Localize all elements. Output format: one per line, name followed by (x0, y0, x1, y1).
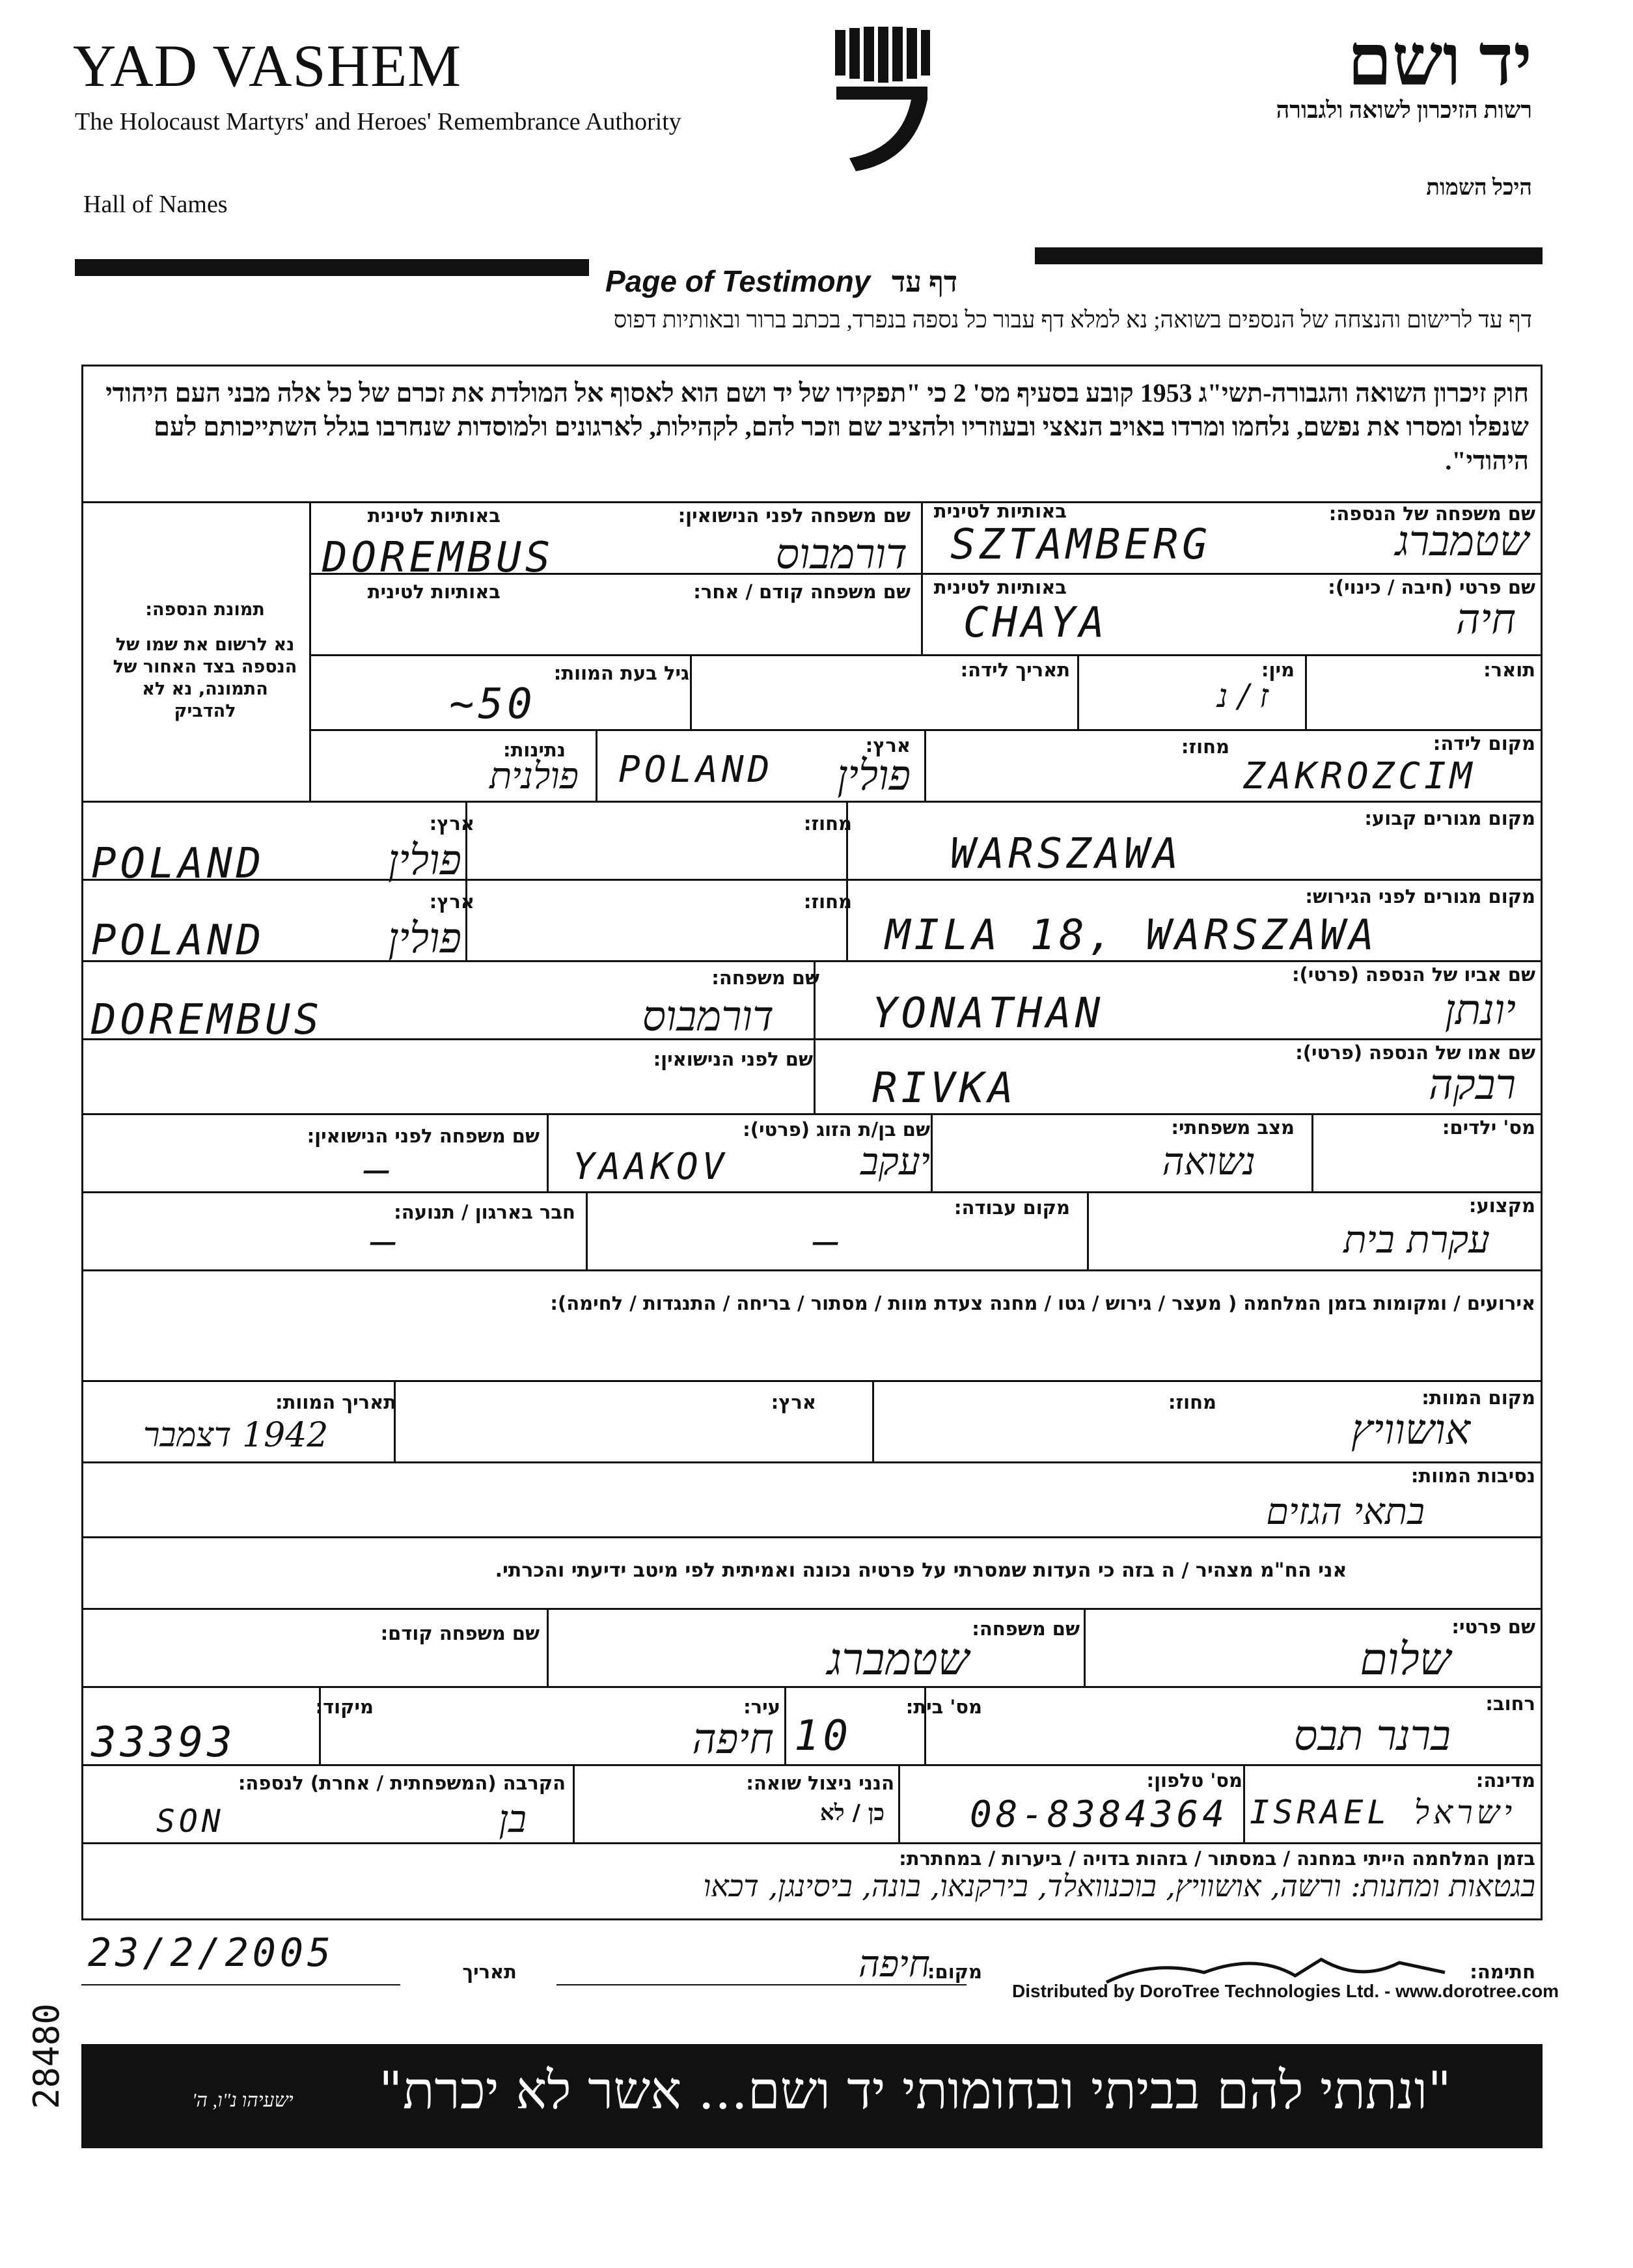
label-signature: חתימה: (1470, 1961, 1535, 1983)
form-title-he: דף עד (892, 266, 958, 298)
value-mother-latin: RIVKA (872, 1064, 1017, 1113)
label-submitter-family: שם משפחה: (972, 1618, 1080, 1640)
label-first-name: שם פרטי (חיבה / כינוי): (1328, 576, 1535, 598)
org-name-en: YAD VASHEM (73, 33, 462, 99)
label-profession: מקצוע: (1468, 1195, 1535, 1217)
value-survivor: כן / לא (819, 1800, 885, 1826)
label-birth-country: ארץ: (865, 734, 911, 756)
distributed-by: Distributed by DoroTree Technologies Ltd. - www.dorotree.com (1012, 1981, 1559, 2001)
yad-vashem-logo-icon (830, 25, 934, 174)
value-street: ברנר תבס (1293, 1712, 1451, 1760)
label-gender: מין: (1261, 659, 1295, 681)
value-birth-place: ZAKROZCIM (1243, 755, 1476, 797)
label-state: מדינה: (1475, 1769, 1535, 1791)
label-place: מקום: (927, 1961, 982, 1983)
value-maiden-latin: DOREMBUS (322, 534, 555, 582)
value-spouse-maiden: — (364, 1146, 394, 1194)
value-submitter-first: שלום (1360, 1634, 1451, 1685)
photo-box-title: תמונת הנספה: (145, 600, 265, 620)
label-perm-region: מחוז: (803, 812, 852, 835)
label-before-marriage: שם לפני הנישואין: (653, 1048, 813, 1070)
label-birth-place: מקום לידה: (1433, 732, 1535, 754)
label-father-name: שם אביו של הנספה (פרטי): (1291, 963, 1535, 986)
value-age-at-death: ~50 (449, 680, 536, 728)
label-relation: הקרבה (המשפחתית / אחרת) לנספה: (238, 1772, 566, 1794)
value-city: חיפה (692, 1715, 774, 1763)
hall-of-names-en: Hall of Names (83, 191, 228, 218)
label-death-cause: נסיבות המוות: (1410, 1465, 1535, 1487)
label-surname: שם משפחה של הנספה: (1328, 503, 1535, 525)
value-workplace: — (814, 1217, 843, 1265)
form-instructions: דף עד לרישום והנצחה של הנספים בשואה; נא למלא דף עבור כל נספה בנפרד, בכתב ברור ובאותיות דפוס (613, 307, 1532, 333)
header-bar-left (75, 259, 589, 276)
value-state: ISRAEL ישראל (1250, 1793, 1516, 1831)
value-relation-latin: SON (156, 1803, 225, 1840)
label-title: תואר: (1483, 659, 1535, 681)
label-birth-region: מחוז: (1181, 736, 1229, 758)
label-maiden-latin: באותיות לטינית (367, 505, 501, 527)
value-maiden-he: דורמבוס (775, 531, 907, 579)
value-birth-country-he: פולין (837, 752, 911, 800)
label-city: עיר: (743, 1696, 780, 1718)
label-death-country: ארץ: (771, 1391, 816, 1413)
label-spouse-name: שם בן/ת הזוג (פרטי): (743, 1118, 930, 1141)
label-death-date: תאריך המוות: (275, 1391, 396, 1413)
side-record-number: 28480 (26, 2003, 67, 2109)
value-relation-he: בן (499, 1797, 527, 1841)
value-father-family-latin: DOREMBUS (91, 996, 323, 1044)
label-house-no: מס' בית: (905, 1696, 982, 1718)
value-surname-latin: SZTAMBERG (950, 521, 1211, 569)
header-bar-right (1035, 247, 1543, 264)
label-mother-name: שם אמו של הנספה (פרטי): (1295, 1042, 1535, 1064)
value-house-no: 10 (794, 1712, 853, 1760)
value-birth-country: POLAND (618, 749, 774, 791)
label-father-family: שם משפחה: (711, 967, 819, 989)
value-death-date: 1942 דצמבר (143, 1416, 329, 1455)
value-father-family-he: דורמבוס (642, 993, 774, 1041)
hall-of-names-he: היכל השמות (1426, 176, 1532, 200)
value-submitter-family: שטמברג (827, 1634, 969, 1685)
label-perm-residence: מקום מגורים קבוע: (1364, 807, 1535, 829)
value-gender: ז / נ (1217, 677, 1269, 715)
label-war-location: בזמן המלחמה הייתי במחנה / במסתור / בזהות בדויה / ביערות / במחתרת: (899, 1847, 1535, 1870)
value-perm-residence: WARSZAWA (950, 830, 1183, 878)
value-first-he: חיה (1455, 596, 1516, 644)
org-subtitle-he: רשות הזיכרון לשואה ולגבורה (1276, 97, 1532, 123)
label-workplace: מקום עבודה: (954, 1196, 1070, 1219)
value-place: חיפה (858, 1943, 930, 1985)
label-nationality: נתינות: (503, 739, 566, 761)
law-quote: חוק זיכרון השואה והגבורה-תשי"ג 1953 קובע בסעיף מס' 2 כי "תפקידו של יד ושם הוא לאסוף אל המולדת את זכרם של כל אלה מבני העם היהודי שנפלו ומסרו את נפשם, נלחמו ומרדו באויב הנאצי ובעוזריו ולהציב שם וזכר להם, לקהילות, לארגונים ולמוסדות שנחרבו בגלל השתייכותם לעם היהודי". (105, 378, 1529, 475)
footer-quote-ref: ישעיהו נ"ו, ה' (192, 2090, 294, 2111)
value-death-cause: בתאי הגזים (1266, 1491, 1425, 1533)
label-death-region: מחוז: (1168, 1391, 1216, 1413)
value-marital-status: נשואה (1162, 1139, 1256, 1183)
value-war-location: בגטאות ומחנות: ורשה, אושוויץ, בוכנוואלד, בירקנאו, בונה, ביסינגן, דכאו (703, 1868, 1535, 1903)
label-zip: מיקוד: (315, 1696, 374, 1718)
value-father-latin: YONATHAN (872, 989, 1105, 1038)
label-deport-region: מחוז: (803, 891, 852, 913)
value-mother-he: רבקה (1428, 1061, 1516, 1109)
value-nationality-he: פולנית (489, 755, 579, 797)
value-phone: 08-8384364 (970, 1793, 1229, 1836)
value-perm-country: POLAND (91, 840, 266, 888)
footer-banner (81, 2044, 1543, 2148)
label-survivor: הנני ניצול שואה: (746, 1772, 894, 1794)
value-surname-he: שטמברג (1395, 518, 1529, 566)
label-submitter-first: שם פרטי: (1451, 1616, 1535, 1638)
label-perm-country: ארץ: (429, 812, 474, 835)
label-submitter-prev: שם משפחה קודם: (380, 1622, 540, 1644)
org-name-he: יד ושם (1347, 21, 1532, 100)
label-phone: מס' טלפון: (1146, 1769, 1242, 1791)
photo-box-note: נא לרשום את שמו של הנספה בצד האחור של התמונה, נא לא להדביק (113, 635, 297, 721)
label-age-at-death: גיל בעת המוות: (553, 662, 689, 684)
value-deport-residence: MILA 18, WARSZAWA (885, 911, 1379, 960)
declaration-text: אני הח"מ מצהיר / ה בזה כי העדות שמסרתי על פרטיה נכונה ואמיתית לפי מיטב ידיעתי והכרתי. (495, 1559, 1347, 1582)
value-deport-country-he: פולין (388, 915, 461, 963)
value-death-place: אושוויץ (1351, 1406, 1470, 1454)
label-date: תאריך (462, 1961, 517, 1983)
value-deport-country: POLAND (91, 917, 266, 965)
label-death-place: מקום המוות: (1421, 1387, 1535, 1409)
form-title-en: Page of Testimony (605, 264, 871, 298)
value-spouse-latin: YAAKOV (573, 1146, 728, 1188)
value-date: 23/2/2005 (88, 1930, 335, 1976)
label-maiden-name: שם משפחה לפני הנישואין: (678, 505, 911, 527)
value-father-he: יונתן (1444, 986, 1516, 1034)
label-deport-residence: מקום מגורים לפני הגירוש: (1305, 885, 1535, 907)
label-surname-latin: באותיות לטינית (933, 500, 1067, 522)
value-org-member: — (371, 1217, 400, 1265)
org-subtitle-en: The Holocaust Martyrs' and Heroes' Remembrance Authority (75, 108, 681, 135)
label-prev-latin: באותיות לטינית (367, 581, 501, 603)
label-street: רחוב: (1485, 1693, 1535, 1715)
label-spouse-maiden: שם משפחה לפני הנישואין: (307, 1125, 540, 1147)
photo-box (111, 599, 299, 723)
label-num-children: מס' ילדים: (1442, 1116, 1535, 1139)
value-first-latin: CHAYA (963, 599, 1108, 647)
value-zip: 33393 (91, 1719, 236, 1767)
label-first-latin: באותיות לטינית (933, 576, 1067, 598)
footer-quote: "ונתתי להם בביתי ובחומותי יד ושם... אשר לא יכרת" (378, 2060, 1451, 2121)
label-birth-date: תאריך לידה: (960, 659, 1070, 681)
label-wartime-events: אירועים / ומקומות בזמן המלחמה ( מעצר / גירוש / גטו / מחנה צעדת מוות / מסתור / בריחה / התנגדות / לחימה): (550, 1292, 1535, 1314)
label-deport-country: ארץ: (429, 891, 474, 913)
value-profession: עקרת בית (1343, 1217, 1490, 1262)
label-org-member: חבר בארגון / תנועה: (394, 1201, 575, 1223)
value-spouse-he: יעקב (860, 1139, 930, 1183)
label-prev-surname: שם משפחה קודם / אחר: (693, 581, 911, 603)
label-marital-status: מצב משפחתי: (1171, 1116, 1295, 1139)
value-perm-country-he: פולין (388, 837, 461, 885)
